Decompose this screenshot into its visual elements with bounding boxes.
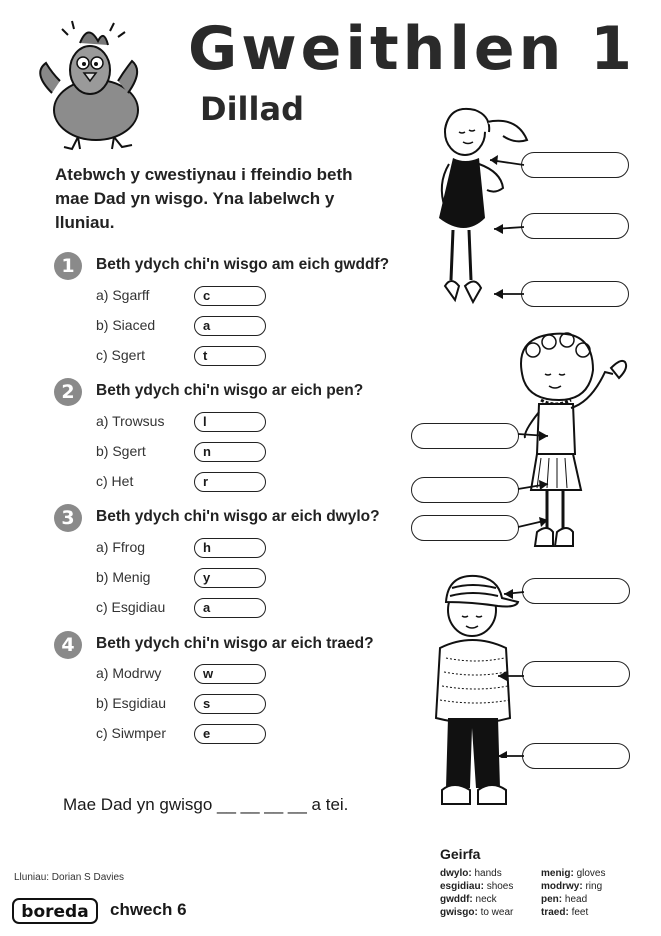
glossary-entry: pen: head	[541, 894, 588, 905]
label-box-boy-jumper[interactable]	[522, 661, 630, 687]
chicken-illustration	[28, 15, 158, 153]
question-1-text: Beth ydych chi'n wisgo am eich gwddf?	[96, 256, 390, 273]
question-3-option-a: a) Ffrog	[96, 539, 146, 555]
question-4-text: Beth ydych chi'n wisgo ar eich traed?	[96, 635, 374, 652]
label-box-girl1-shoes[interactable]	[521, 281, 629, 307]
question-number-1: 1	[54, 252, 82, 280]
question-1-answer-box-b[interactable]: a	[194, 316, 266, 336]
question-4-option-c: c) Siwmper	[96, 725, 167, 741]
question-number-2: 2	[54, 378, 82, 406]
boy-arrows	[490, 578, 530, 758]
glossary-title: Geirfa	[440, 846, 481, 862]
question-4-answer-box-a[interactable]: w	[194, 664, 266, 684]
question-2-answer-box-a[interactable]: l	[194, 412, 266, 432]
question-2-answer-box-b[interactable]: n	[194, 442, 266, 462]
question-3-answer-box-c[interactable]: a	[194, 598, 266, 618]
label-box-boy-hat[interactable]	[522, 578, 630, 604]
glossary-entry: menig: gloves	[541, 868, 606, 879]
label-box-girl1-head[interactable]	[521, 152, 629, 178]
question-2-text: Beth ydych chi'n wisgo ar eich pen?	[96, 382, 364, 399]
question-2-answer-box-c[interactable]: r	[194, 472, 266, 492]
illustrator-credit: Lluniau: Dorian S Davies	[14, 872, 125, 883]
girl1-arrows	[480, 150, 525, 310]
worksheet-subtitle: Dillad	[200, 90, 304, 128]
question-3-answer-box-b[interactable]: y	[194, 568, 266, 588]
question-2-option-a: a) Trowsus	[96, 413, 165, 429]
instructions-text: Atebwch y cwestiynau i ffeindio beth mae Dad yn wisgo. Yna labelwch y lluniau.	[55, 165, 353, 232]
question-3-option-c: c) Esgidiau	[96, 599, 166, 615]
issue-label: chwech 6	[110, 900, 187, 919]
question-3-text: Beth ydych chi'n wisgo ar eich dwylo?	[96, 508, 380, 525]
question-2-option-b: b) Sgert	[96, 443, 146, 459]
label-box-girl2-shoes[interactable]	[411, 515, 519, 541]
question-3-answer-box-a[interactable]: h	[194, 538, 266, 558]
boreda-logo	[12, 895, 98, 925]
question-4-option-a: a) Modrwy	[96, 665, 162, 681]
glossary-entry: gwisgo: to wear	[440, 907, 514, 918]
label-box-girl2-skirt[interactable]	[411, 477, 519, 503]
question-1-option-b: b) Siaced	[96, 317, 156, 333]
question-4-answer-box-c[interactable]: e	[194, 724, 266, 744]
question-number-4: 4	[54, 631, 82, 659]
question-1-option-a: a) Sgarff	[96, 287, 150, 303]
question-number-3: 3	[54, 504, 82, 532]
glossary-entry: traed: feet	[541, 907, 589, 918]
question-4-option-b: b) Esgidiau	[96, 695, 167, 711]
girl2-arrows	[518, 420, 558, 540]
question-1-answer-box-a[interactable]: c	[194, 286, 266, 306]
glossary-entry: esgidiau: shoes	[440, 881, 514, 892]
label-box-girl2-neck[interactable]	[411, 423, 519, 449]
label-box-boy-trousers[interactable]	[522, 743, 630, 769]
question-3-option-b: b) Menig	[96, 569, 151, 585]
glossary-entry: gwddf: neck	[440, 894, 497, 905]
question-2-option-c: c) Het	[96, 473, 134, 489]
svg-text:boreda: boreda	[21, 902, 89, 922]
question-1-option-c: c) Sgert	[96, 347, 146, 363]
glossary-entry: dwylo: hands	[440, 868, 502, 879]
question-1-answer-box-c[interactable]: t	[194, 346, 266, 366]
final-sentence: Mae Dad yn gwisgo __ __ __ __ a tei.	[63, 795, 349, 814]
worksheet-title: Gweithlen 1	[188, 14, 636, 84]
label-box-girl1-dress[interactable]	[521, 213, 629, 239]
glossary-entry: modrwy: ring	[541, 881, 603, 892]
question-4-answer-box-b[interactable]: s	[194, 694, 266, 714]
